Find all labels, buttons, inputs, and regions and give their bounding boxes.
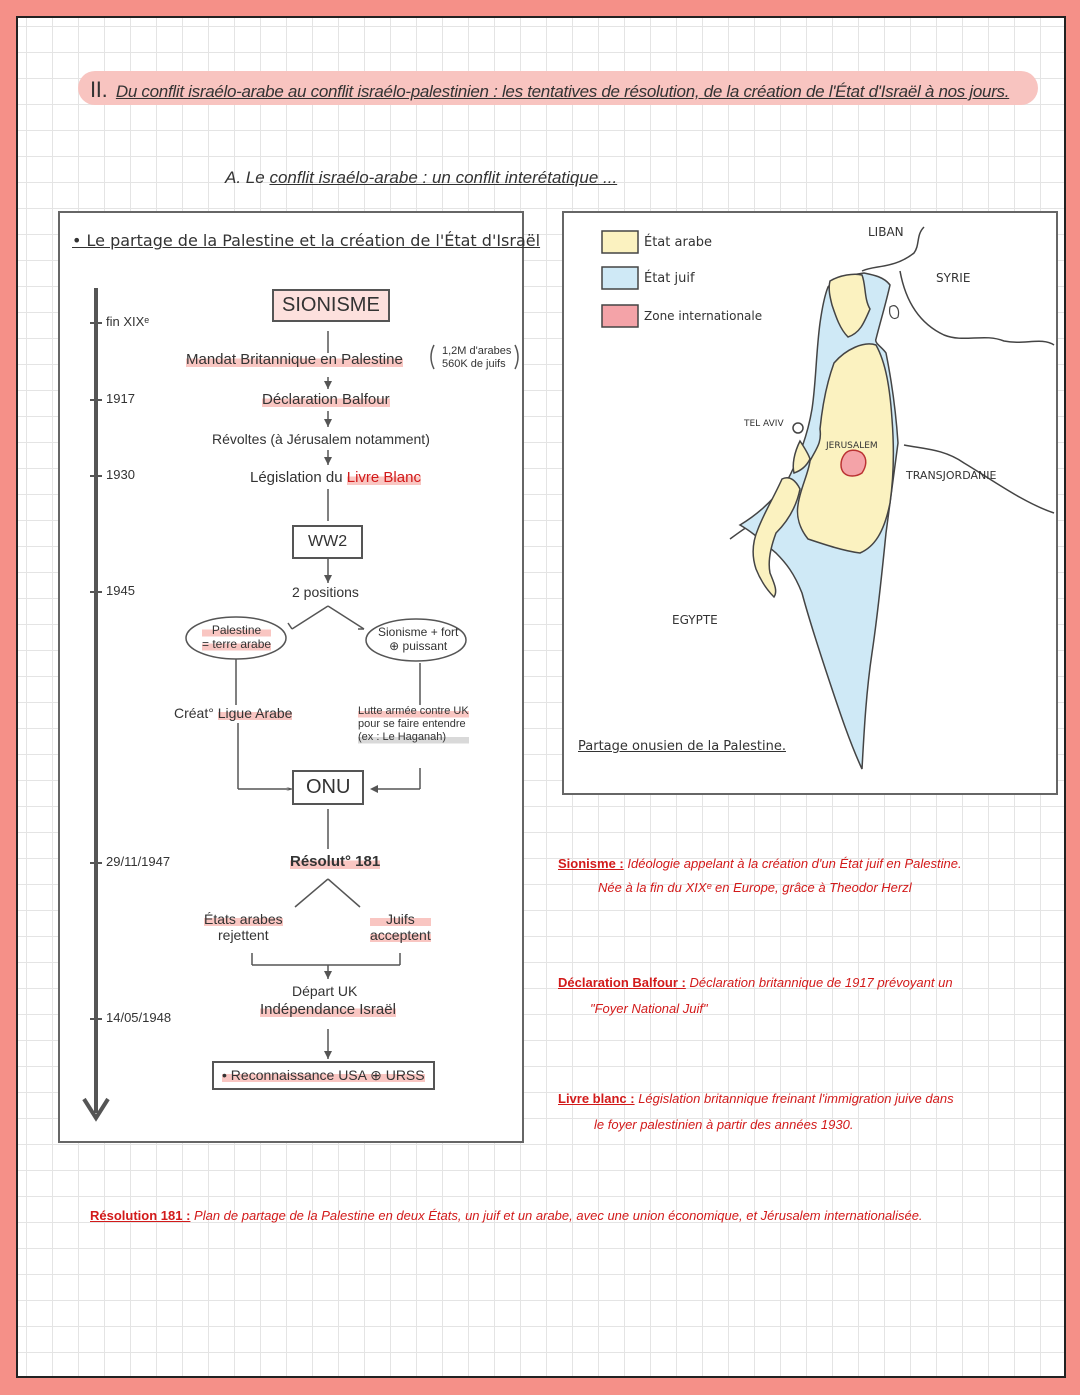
lutte-line2: pour se faire entendre [358,718,466,730]
sionisme-fort-line2: ⊕ puissant [389,639,448,653]
definition-body: Déclaration britannique de 1917 prévoyant un [689,975,953,990]
definition-body: Législation britannique freinant l'immigration juive dans [638,1091,954,1106]
mandat-node [186,351,403,368]
timeline-label: 1930 [106,467,135,482]
definition-term: Déclaration Balfour : [558,975,686,990]
label-liban: LIBAN [868,225,904,239]
lake-tiberias [890,306,899,319]
mandat-label: Mandat Britannique en Palestine [186,351,403,368]
balfour-node [262,391,390,408]
definition-body: Née à la fin du XIXᵉ en Europe, grâce à Theodor Herzl [598,880,912,895]
onu-box: ONU [292,770,364,805]
timeline-label: 1917 [106,391,135,406]
definition-balfour [558,970,1058,1022]
subsection-prefix: A. Le [225,168,265,187]
juifs-line2: acceptent [370,927,431,943]
section-title [90,77,1009,103]
ligue-prefix: Créat° [174,705,214,721]
revoltes-node: Révoltes (à Jérusalem notamment) [212,431,430,447]
palestine-line1: Palestine [202,623,271,637]
reconnaissance-box [212,1061,435,1090]
label-tel-aviv: TEL AVIV [744,419,784,429]
definition-livre-blanc [558,1086,1058,1138]
legend-label: État juif [644,271,695,286]
subsection-title [225,168,617,188]
definition-term: Résolution 181 : [90,1208,191,1223]
legend-swatch-arab [602,231,638,253]
legend-swatch-international [602,305,638,327]
lutte-line3: (ex : Le Haganah) [358,731,469,744]
tel-aviv-marker [793,423,803,433]
label-transjordanie: TRANSJORDANIE [906,469,997,482]
timeline-heading: • Le partage de la Palestine et la création de l'État d'Israël [72,231,541,250]
timeline-label: 29/11/1947 [106,854,171,869]
juifs-node [370,911,431,943]
palestine-node [202,623,271,651]
ww2-box: WW2 [292,525,363,559]
livre-blanc-node [250,469,421,486]
positions-node: 2 positions [292,584,359,600]
label-jerusalem: JERUSALEM [826,441,878,451]
ligue-label: Ligue Arabe [217,705,293,721]
definition-body: "Foyer National Juif" [590,1001,708,1016]
map-caption: Partage onusien de la Palestine. [578,739,786,754]
timeline-label: 14/05/1948 [106,1010,172,1025]
mandat-note [442,345,511,371]
etats-arabes-line2: rejettent [218,927,269,943]
label-egypte: EGYPTE [672,613,718,627]
notebook-page [16,16,1066,1378]
timeline-label: fin XIXᵉ [106,314,150,329]
map-panel [562,211,1058,795]
section-title-text: Du conflit israélo-arabe au conflit israélo-palestinien : les tentatives de résolution, de la création de l'État d'Israël à nos jours. [115,82,1010,101]
lutte-node [358,705,469,744]
definition-body: Plan de partage de la Palestine en deux États, un juif et un arabe, avec une union économique, et Jérusalem internationalisée. [194,1208,923,1223]
subsection-text: conflit israélo-arabe : un conflit interétatique ... [269,168,618,187]
palestine-line2: = terre arabe [202,637,272,651]
legend-label: État arabe [644,235,713,250]
definition-body: Idéologie appelant à la création d'un État juif en Palestine. [627,856,962,871]
resolution-node [290,853,380,870]
timeline-panel [58,211,541,1143]
jerusalem-zone [841,450,866,476]
sionisme-fort-node [378,625,458,653]
sionisme-fort-line1: Sionisme + fort [378,625,459,639]
definition-body: le foyer palestinien à partir des années 1930. [594,1117,854,1132]
reconnaissance-label: • Reconnaissance USA ⊕ URSS [222,1067,425,1083]
independance-label: Indépendance Israël [260,1001,396,1018]
definition-term: Livre blanc : [558,1091,635,1106]
label-syrie: SYRIE [936,271,971,285]
depart-node: Départ UK [292,983,358,999]
livre-blanc-prefix: Législation du [250,469,343,486]
timeline-label: 1945 [106,583,135,598]
mandat-note-arabs: 1,2M d'arabes [442,345,512,357]
legend-label: Zone internationale [644,309,763,323]
etats-arabes-node [204,911,283,943]
partition-map [564,213,1056,793]
definition-sionisme [558,852,1058,900]
definition-resolution [90,1206,1050,1226]
mandat-note-jews: 560K de juifs [442,358,506,370]
legend-swatch-jewish [602,267,638,289]
etats-arabes-line1: États arabes [204,911,283,927]
section-number: II. [90,77,108,102]
livre-blanc-label: Livre Blanc [346,469,421,486]
sionisme-box: SIONISME [272,289,390,322]
definition-term: Sionisme : [558,856,624,871]
lutte-line1: Lutte armée contre UK [358,705,469,717]
juifs-line1: Juifs [370,911,431,927]
independance-node [260,1001,396,1018]
resolution-label: Résolut° 181 [290,853,381,870]
ligue-node [174,705,292,721]
balfour-label: Déclaration Balfour [262,391,390,408]
